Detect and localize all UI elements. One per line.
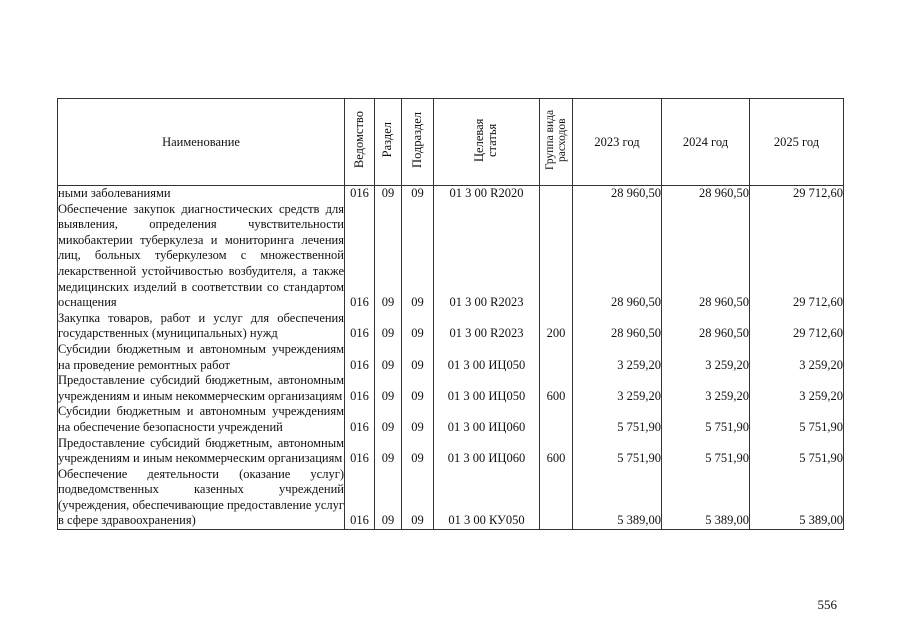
cell-section: 09 — [375, 404, 402, 435]
cell-target: 01 3 00 ИЦ060 — [434, 436, 540, 467]
table-row — [58, 436, 844, 467]
cell-dept: 016 — [345, 436, 375, 467]
header-2023: 2023 год — [573, 99, 662, 186]
cell-section: 09 — [375, 202, 402, 311]
table-row — [58, 373, 844, 404]
cell-target: 01 3 00 КУ050 — [434, 467, 540, 530]
cell-group: 200 — [540, 311, 573, 342]
header-section: Раздел — [375, 99, 402, 186]
cell-subsection: 09 — [402, 436, 434, 467]
header-2025: 2025 год — [750, 99, 844, 186]
cell-name: ными заболеваниями — [58, 186, 345, 202]
cell-subsection: 09 — [402, 311, 434, 342]
header-group: Группа вида расходов — [540, 99, 573, 186]
cell-2023: 5 751,90 — [573, 436, 662, 467]
cell-2023: 3 259,20 — [573, 342, 662, 373]
cell-target: 01 3 00 ИЦ050 — [434, 373, 540, 404]
cell-target: 01 3 00 ИЦ060 — [434, 404, 540, 435]
cell-subsection: 09 — [402, 186, 434, 202]
table-row — [58, 311, 844, 342]
cell-dept: 016 — [345, 186, 375, 202]
cell-2025: 29 712,60 — [750, 202, 844, 311]
cell-section: 09 — [375, 342, 402, 373]
cell-2023: 5 751,90 — [573, 404, 662, 435]
cell-group — [540, 467, 573, 530]
cell-target: 01 3 00 ИЦ050 — [434, 342, 540, 373]
cell-name: Закупка товаров, работ и услуг для обеспечения государственных (муниципальных) нужд — [58, 310, 344, 341]
cell-2024: 5 389,00 — [662, 467, 750, 530]
cell-name: Обеспечение деятельности (оказание услуг) подведомственных казенных учреждений (учреждения, обеспечивающие предоставление услуг в сфере здравоохранения) — [58, 467, 345, 530]
cell-subsection: 09 — [402, 373, 434, 404]
cell-group — [540, 186, 573, 202]
cell-2023: 5 389,00 — [573, 467, 662, 530]
cell-subsection: 09 — [402, 404, 434, 435]
table-row — [58, 202, 844, 311]
cell-2024: 28 960,50 — [662, 202, 750, 311]
cell-section: 09 — [375, 186, 402, 202]
cell-dept: 016 — [345, 342, 375, 373]
cell-dept: 016 — [345, 467, 375, 530]
cell-2025: 3 259,20 — [750, 373, 844, 404]
table-row — [58, 404, 844, 435]
cell-group: 600 — [540, 436, 573, 467]
header-row — [58, 99, 844, 186]
cell-section: 09 — [375, 467, 402, 530]
table-row — [58, 467, 844, 530]
cell-section: 09 — [375, 311, 402, 342]
cell-subsection: 09 — [402, 202, 434, 311]
header-dept: Ведомство — [345, 99, 375, 186]
cell-dept: 016 — [345, 404, 375, 435]
cell-2024: 28 960,50 — [662, 311, 750, 342]
cell-2025: 5 751,90 — [750, 404, 844, 435]
header-target: Целевая статья — [434, 99, 540, 186]
cell-name: Субсидии бюджетным и автономным учреждениям на обеспечение безопасности учреждений — [58, 404, 344, 434]
cell-2025: 3 259,20 — [750, 342, 844, 373]
cell-dept: 016 — [345, 202, 375, 311]
cell-2025: 5 389,00 — [750, 467, 844, 530]
cell-target: 01 3 00 R2020 — [434, 186, 540, 202]
cell-2023: 28 960,50 — [573, 186, 662, 202]
cell-2024: 28 960,50 — [662, 186, 750, 202]
cell-2025: 5 751,90 — [750, 436, 844, 467]
cell-group — [540, 202, 573, 311]
page-number: 556 — [817, 597, 837, 612]
cell-group: 600 — [540, 373, 573, 404]
cell-2024: 5 751,90 — [662, 436, 750, 467]
cell-subsection: 09 — [402, 342, 434, 373]
cell-group — [540, 404, 573, 435]
header-subsection: Подраздел — [402, 99, 434, 186]
cell-name: Предоставление субсидий бюджетным, автономным учреждениям и иным некоммерческим организациям — [58, 435, 344, 466]
budget-table — [57, 98, 844, 530]
header-name: Наименование — [58, 99, 345, 186]
cell-name: Обеспечение закупок диагностических средств для выявления, определения чувствительности микобактерии туберкулеза и мониторинга лечения лиц, больных туберкулезом с множественной лекарственной устойчивостью возбудителя, а также медицинских изделий в соответствии со стандартом оснащения — [58, 201, 344, 310]
table-row — [58, 186, 844, 202]
cell-dept: 016 — [345, 311, 375, 342]
cell-2023: 28 960,50 — [573, 202, 662, 311]
cell-2024: 3 259,20 — [662, 373, 750, 404]
cell-2023: 3 259,20 — [573, 373, 662, 404]
cell-dept: 016 — [345, 373, 375, 404]
cell-section: 09 — [375, 436, 402, 467]
cell-target: 01 3 00 R2023 — [434, 202, 540, 311]
cell-subsection: 09 — [402, 467, 434, 530]
cell-2025: 29 712,60 — [750, 186, 844, 202]
cell-name: Предоставление субсидий бюджетным, автономным учреждениям и иным некоммерческим организациям — [58, 373, 344, 403]
cell-target: 01 3 00 R2023 — [434, 311, 540, 342]
cell-2023: 28 960,50 — [573, 311, 662, 342]
cell-group — [540, 342, 573, 373]
cell-2024: 3 259,20 — [662, 342, 750, 373]
table-row — [58, 342, 844, 373]
cell-name: Субсидии бюджетным и автономным учреждениям на проведение ремонтных работ — [58, 341, 344, 372]
header-2024: 2024 год — [662, 99, 750, 186]
cell-section: 09 — [375, 373, 402, 404]
cell-2025: 29 712,60 — [750, 311, 844, 342]
cell-2024: 5 751,90 — [662, 404, 750, 435]
